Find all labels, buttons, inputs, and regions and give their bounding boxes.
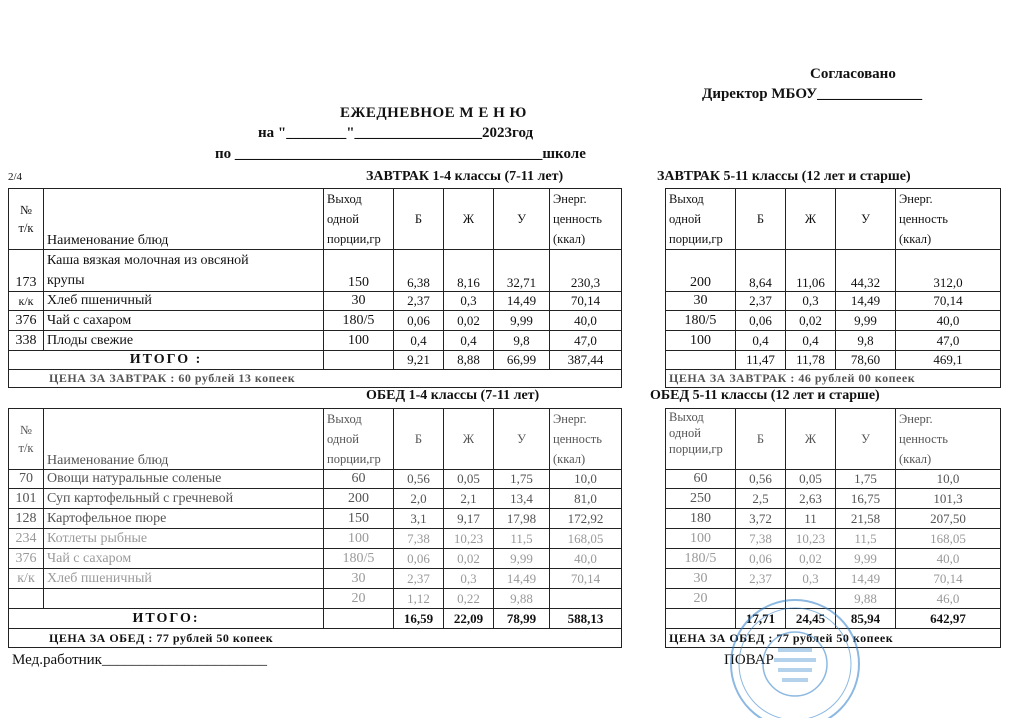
energy-value-old: 46,0: [896, 589, 1001, 609]
dish-name: Картофельное пюре: [44, 509, 324, 529]
table-row: [9, 549, 1001, 569]
total-fat: 22,09: [444, 609, 494, 629]
dish-name: Хлеб пшеничный: [44, 569, 324, 589]
total-energy: 588,13: [550, 609, 622, 629]
fat-value: 8,16: [444, 250, 494, 292]
col-energy-header-old: Энерг. ценность (ккал): [896, 409, 1001, 470]
dish-name: Котлеты рыбные: [44, 529, 324, 549]
col-yield-header: Выход одной порции,гр: [324, 409, 394, 470]
col-protein-header-old: Б: [736, 189, 786, 250]
protein-value: 3,1: [394, 509, 444, 529]
column-gap: [622, 292, 666, 311]
col-num-header: № т/к: [9, 409, 44, 470]
total-yield-empty: [324, 609, 394, 629]
column-gap: [622, 470, 666, 489]
col-num-header: № т/к: [9, 189, 44, 250]
column-gap: [622, 250, 666, 292]
total-protein: 9,21: [394, 351, 444, 370]
protein-value: 0,56: [394, 470, 444, 489]
carb-value: 9,99: [494, 311, 550, 331]
yield-value-old: 30: [666, 292, 736, 311]
lunch-price-old: ЦЕНА ЗА ОБЕД : 77 рублей 50 копеек: [666, 629, 1001, 648]
yield-value-old: 180/5: [666, 549, 736, 569]
lunch-price-young: ЦЕНА ЗА ОБЕД : 77 рублей 50 копеек: [9, 629, 622, 648]
carb-value: 9,8: [494, 331, 550, 351]
total-yield-empty: [324, 351, 394, 370]
col-fat-header-old: Ж: [786, 409, 836, 470]
energy-value-old: 70,14: [896, 569, 1001, 589]
yield-value: 200: [324, 489, 394, 509]
yield-value-old: 100: [666, 529, 736, 549]
director-signature-line: Директор МБОУ______________: [702, 86, 923, 102]
table-row: [9, 250, 1001, 292]
fat-value: 0,3: [444, 569, 494, 589]
col-protein-header: Б: [394, 409, 444, 470]
energy-value-old: 40,0: [896, 549, 1001, 569]
yield-value-old: 180/5: [666, 311, 736, 331]
yield-value-old: 250: [666, 489, 736, 509]
total-fat-old: 24,45: [786, 609, 836, 629]
protein-value-old: 8,64: [736, 250, 786, 292]
col-fat-header: Ж: [444, 189, 494, 250]
table-row: [9, 470, 1001, 489]
col-energy-header: Энерг. ценность (ккал): [550, 189, 622, 250]
energy-value-old: 40,0: [896, 311, 1001, 331]
fat-value-old: 0,02: [786, 549, 836, 569]
protein-value-old: 7,38: [736, 529, 786, 549]
col-yield-header-old: Выход одной порции,гр: [666, 189, 736, 250]
total-protein-old: 11,47: [736, 351, 786, 370]
col-name-header: Наименование блюд: [44, 189, 324, 250]
protein-value-old: 0,06: [736, 311, 786, 331]
cook-signature-label: ПОВАР: [724, 652, 774, 668]
protein-value-old: 0,06: [736, 549, 786, 569]
yield-value: 100: [324, 529, 394, 549]
breakfast-table: [8, 188, 1001, 388]
yield-value-old: 100: [666, 331, 736, 351]
dish-num: [9, 589, 44, 609]
fat-value-old: 0,4: [786, 331, 836, 351]
dish-num: 338: [9, 331, 44, 351]
fat-value: 0,22: [444, 589, 494, 609]
carb-value: 32,71: [494, 250, 550, 292]
fat-value: 2,1: [444, 489, 494, 509]
total-fat-old: 11,78: [786, 351, 836, 370]
fat-value: 9,17: [444, 509, 494, 529]
table-row: [9, 489, 1001, 509]
column-gap: [622, 370, 666, 388]
yield-value: 150: [324, 250, 394, 292]
yield-value: 60: [324, 470, 394, 489]
protein-value-old: 2,37: [736, 569, 786, 589]
col-yield-header-old: Выход одной порции,гр: [666, 409, 736, 470]
carb-value-old: 1,75: [836, 470, 896, 489]
total-carb-old: 85,94: [836, 609, 896, 629]
energy-value: 10,0: [550, 470, 622, 489]
carb-value: 13,4: [494, 489, 550, 509]
dish-name: [44, 589, 324, 609]
fat-value: 0,05: [444, 470, 494, 489]
dish-name: Овощи натуральные соленые: [44, 470, 324, 489]
dish-num: 173: [9, 250, 44, 292]
carb-value-old: 16,75: [836, 489, 896, 509]
energy-value: 40,0: [550, 549, 622, 569]
total-yield-empty-old: [666, 351, 736, 370]
column-gap: [622, 569, 666, 589]
energy-value: 47,0: [550, 331, 622, 351]
fat-value-old: 2,63: [786, 489, 836, 509]
col-protein-header: Б: [394, 189, 444, 250]
dish-name: Плоды свежие: [44, 331, 324, 351]
fat-value-old: 0,3: [786, 569, 836, 589]
dish-name: Хлеб пшеничный: [44, 292, 324, 311]
column-gap: [622, 509, 666, 529]
protein-value-old: 0,4: [736, 331, 786, 351]
col-carb-header-old: У: [836, 189, 896, 250]
column-gap: [622, 409, 666, 470]
energy-value: 40,0: [550, 311, 622, 331]
protein-value-old: 2,37: [736, 292, 786, 311]
total-label: ИТОГО:: [9, 609, 324, 629]
yield-value-old: 20: [666, 589, 736, 609]
carb-value-old: 14,49: [836, 292, 896, 311]
total-protein-old: 17,71: [736, 609, 786, 629]
protein-value: 0,06: [394, 311, 444, 331]
energy-value-old: 70,14: [896, 292, 1001, 311]
lunch-young-title: ОБЕД 1-4 классы (7-11 лет): [366, 388, 540, 403]
yield-value-old: 200: [666, 250, 736, 292]
carb-value: 17,98: [494, 509, 550, 529]
dish-num: 234: [9, 529, 44, 549]
column-gap: [622, 311, 666, 331]
breakfast-price-old: ЦЕНА ЗА ЗАВТРАК : 46 рублей 00 копеек: [666, 370, 1001, 388]
energy-value-old: 312,0: [896, 250, 1001, 292]
protein-value: 0,06: [394, 549, 444, 569]
yield-value: 30: [324, 569, 394, 589]
column-gap: [622, 189, 666, 250]
dish-name: Суп картофельный с гречневой: [44, 489, 324, 509]
energy-value: [550, 589, 622, 609]
fat-value: 0,02: [444, 311, 494, 331]
protein-value: 2,37: [394, 292, 444, 311]
dish-num: 376: [9, 311, 44, 331]
page-mark: 2/4: [8, 171, 23, 183]
date-line: на "________"_________________2023год: [258, 125, 534, 141]
fat-value-old: 11: [786, 509, 836, 529]
protein-value: 6,38: [394, 250, 444, 292]
dish-name: Чай с сахаром: [44, 311, 324, 331]
total-energy-old: 642,97: [896, 609, 1001, 629]
fat-value: 0,4: [444, 331, 494, 351]
dish-name: Чай с сахаром: [44, 549, 324, 569]
lunch-old-title: ОБЕД 5-11 классы (12 лет и старше): [650, 388, 880, 403]
document-title: ЕЖЕДНЕВНОЕ М Е Н Ю: [340, 105, 527, 121]
carb-value-old: 44,32: [836, 250, 896, 292]
table-row: [9, 311, 1001, 331]
total-carb: 78,99: [494, 609, 550, 629]
fat-value: 0,02: [444, 549, 494, 569]
protein-value-old: 0,56: [736, 470, 786, 489]
table-row: [9, 569, 1001, 589]
energy-value: 70,14: [550, 292, 622, 311]
col-fat-header: Ж: [444, 409, 494, 470]
column-gap: [622, 351, 666, 370]
col-fat-header-old: Ж: [786, 189, 836, 250]
dish-name: Каша вязкая молочная из овсяной крупы: [44, 250, 324, 292]
protein-value-old: 3,72: [736, 509, 786, 529]
energy-value: 70,14: [550, 569, 622, 589]
dish-num: 376: [9, 549, 44, 569]
energy-value-old: 168,05: [896, 529, 1001, 549]
fat-value-old: 11,06: [786, 250, 836, 292]
breakfast-header-row: [9, 189, 1001, 250]
col-carb-header: У: [494, 409, 550, 470]
protein-value: 0,4: [394, 331, 444, 351]
energy-value: 168,05: [550, 529, 622, 549]
fat-value-old: 10,23: [786, 529, 836, 549]
carb-value-old: 9,88: [836, 589, 896, 609]
school-line: по _________________________________________школе: [215, 146, 586, 162]
breakfast-price-row: [9, 370, 1001, 388]
med-worker-signature-line: Мед.работник______________________: [12, 652, 267, 668]
carb-value-old: 11,5: [836, 529, 896, 549]
dish-num: 101: [9, 489, 44, 509]
energy-value-old: 47,0: [896, 331, 1001, 351]
yield-value: 100: [324, 331, 394, 351]
column-gap: [622, 489, 666, 509]
total-carb-old: 78,60: [836, 351, 896, 370]
yield-value-old: 60: [666, 470, 736, 489]
col-energy-header: Энерг. ценность (ккал): [550, 409, 622, 470]
approval-label: Согласовано: [810, 66, 896, 82]
energy-value: 230,3: [550, 250, 622, 292]
breakfast-young-title: ЗАВТРАК 1-4 классы (7-11 лет): [366, 169, 564, 184]
carb-value-old: 9,8: [836, 331, 896, 351]
energy-value-old: 207,50: [896, 509, 1001, 529]
column-gap: [622, 589, 666, 609]
lunch-header-row: [9, 409, 1001, 470]
column-gap: [622, 609, 666, 629]
energy-value: 172,92: [550, 509, 622, 529]
table-row: [9, 529, 1001, 549]
carb-value-old: 9,99: [836, 549, 896, 569]
yield-value: 180/5: [324, 549, 394, 569]
table-row: [9, 509, 1001, 529]
table-row: [9, 331, 1001, 351]
carb-value-old: 14,49: [836, 569, 896, 589]
carb-value: 9,99: [494, 549, 550, 569]
fat-value: 10,23: [444, 529, 494, 549]
protein-value: 7,38: [394, 529, 444, 549]
carb-value: 14,49: [494, 569, 550, 589]
protein-value-old: 2,5: [736, 489, 786, 509]
total-label: ИТОГО :: [9, 351, 324, 370]
fat-value: 0,3: [444, 292, 494, 311]
energy-value-old: 10,0: [896, 470, 1001, 489]
yield-value-old: 180: [666, 509, 736, 529]
carb-value: 14,49: [494, 292, 550, 311]
fat-value-old: 0,05: [786, 470, 836, 489]
carb-value: 9,88: [494, 589, 550, 609]
protein-value: 2,0: [394, 489, 444, 509]
total-carb: 66,99: [494, 351, 550, 370]
col-energy-header-old: Энерг. ценность (ккал): [896, 189, 1001, 250]
col-name-header: Наименование блюд: [44, 409, 324, 470]
round-stamp: [720, 596, 870, 718]
carb-value-old: 9,99: [836, 311, 896, 331]
column-gap: [622, 331, 666, 351]
yield-value: 180/5: [324, 311, 394, 331]
carb-value-old: 21,58: [836, 509, 896, 529]
dish-num: к/к: [9, 569, 44, 589]
col-carb-header-old: У: [836, 409, 896, 470]
column-gap: [622, 529, 666, 549]
dish-num: 70: [9, 470, 44, 489]
total-energy: 387,44: [550, 351, 622, 370]
carb-value: 1,75: [494, 470, 550, 489]
total-fat: 8,88: [444, 351, 494, 370]
fat-value-old: 0,02: [786, 311, 836, 331]
carb-value: 11,5: [494, 529, 550, 549]
table-row: [9, 292, 1001, 311]
dish-num: 128: [9, 509, 44, 529]
total-protein: 16,59: [394, 609, 444, 629]
col-carb-header: У: [494, 189, 550, 250]
energy-value: 81,0: [550, 489, 622, 509]
breakfast-price-young: ЦЕНА ЗА ЗАВТРАК : 60 рублей 13 копеек: [9, 370, 622, 388]
col-yield-header: Выход одной порции,гр: [324, 189, 394, 250]
fat-value-old: 0,3: [786, 292, 836, 311]
yield-value: 150: [324, 509, 394, 529]
column-gap: [622, 629, 666, 648]
total-energy-old: 469,1: [896, 351, 1001, 370]
yield-value: 30: [324, 292, 394, 311]
yield-value-old: 30: [666, 569, 736, 589]
dish-num: к/к: [9, 292, 44, 311]
breakfast-old-title: ЗАВТРАК 5-11 классы (12 лет и старше): [657, 169, 911, 184]
protein-value: 1,12: [394, 589, 444, 609]
protein-value: 2,37: [394, 569, 444, 589]
yield-value: 20: [324, 589, 394, 609]
col-protein-header-old: Б: [736, 409, 786, 470]
breakfast-total-row: [9, 351, 1001, 370]
column-gap: [622, 549, 666, 569]
energy-value-old: 101,3: [896, 489, 1001, 509]
